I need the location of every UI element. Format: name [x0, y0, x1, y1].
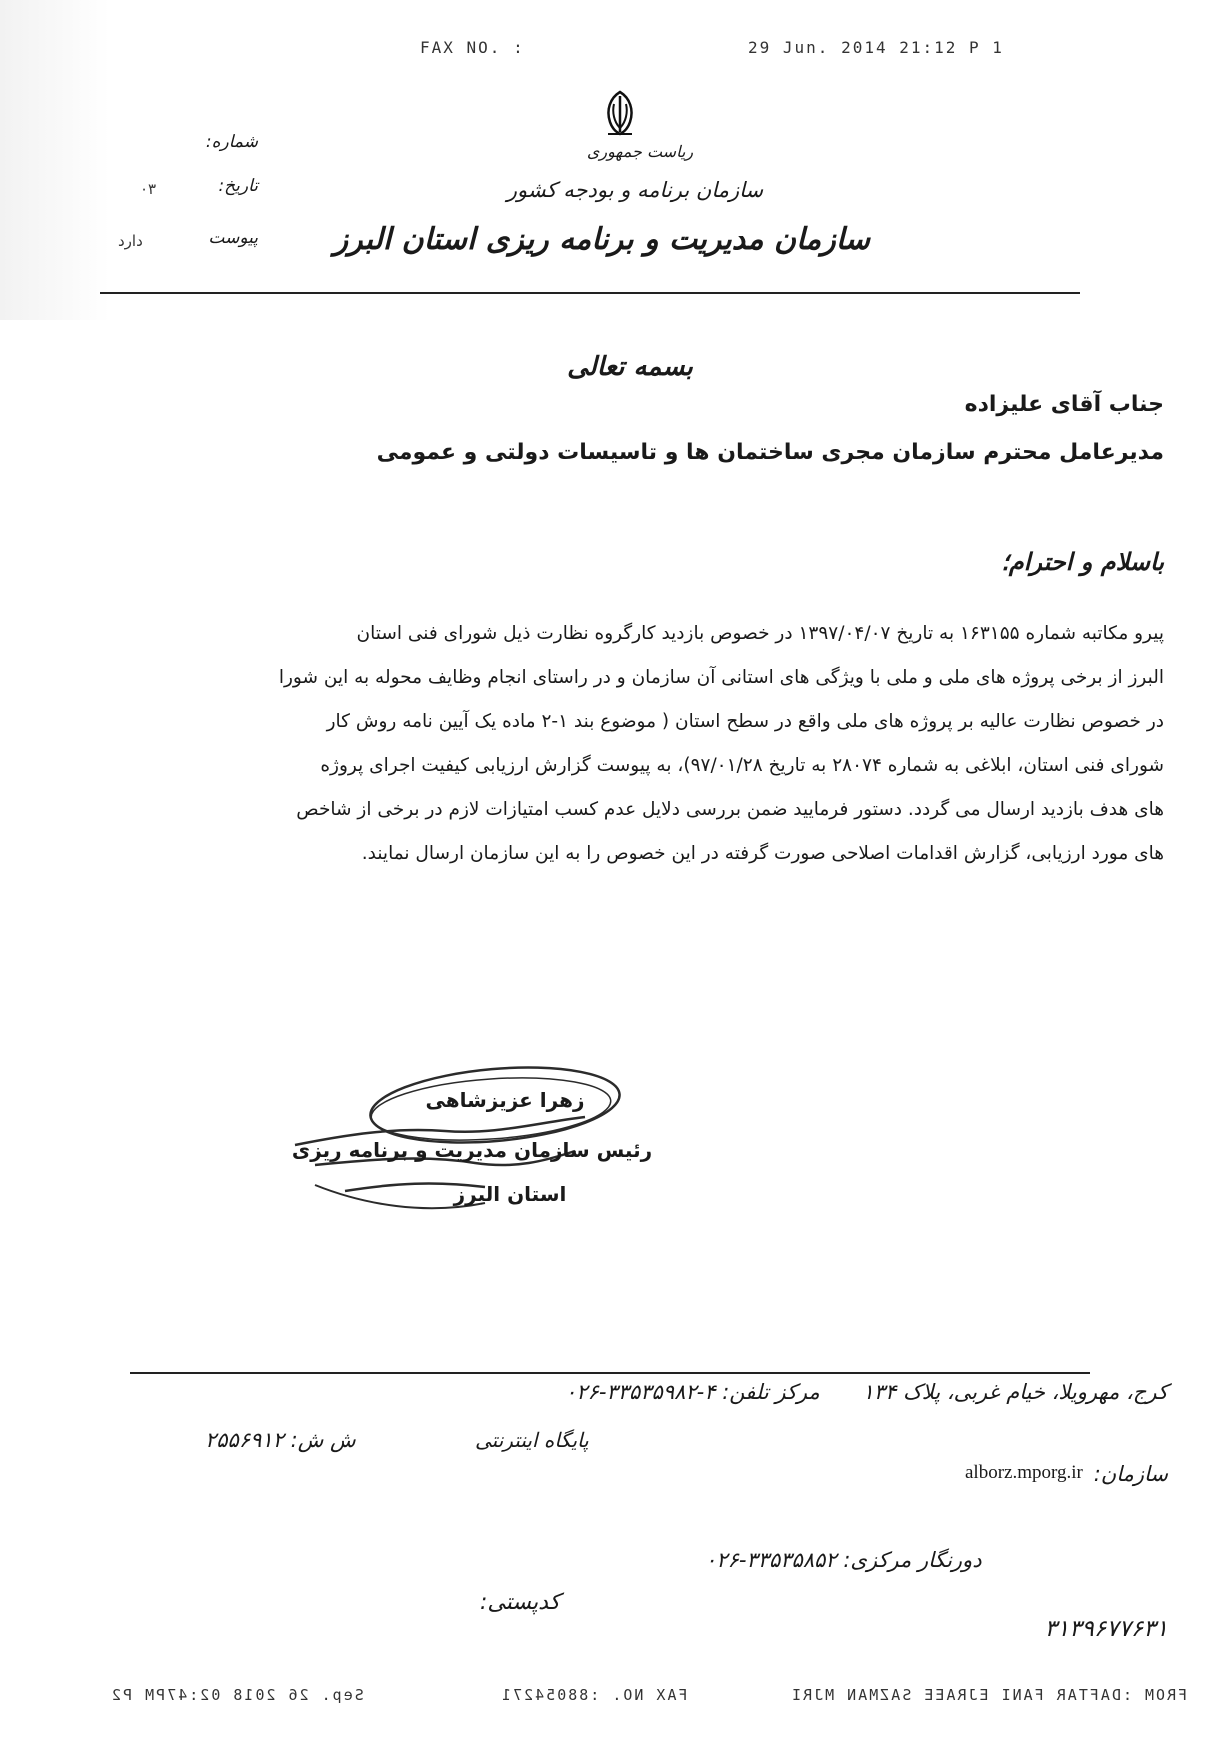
footer-url: alborz.mporg.ir — [965, 1462, 1083, 1483]
body-line: در خصوص نظارت عالیه بر پروژه های ملی واقع در سطح استان ( موضوع بند ۱-۲ ماده یک آیین نامه روش کار — [326, 711, 1164, 732]
signatory-province: استان البرز — [453, 1182, 567, 1206]
footer-phone: مرکز تلفن: ۴-۳۳۵۳۵۹۸۲-۰۲۶ — [565, 1380, 820, 1404]
footer-address: کرج، مهرویلا، خیام غربی، پلاک ۱۳۴ — [862, 1380, 1168, 1404]
salutation: باسلام و احترام؛ — [1001, 548, 1164, 576]
signatory-title: رئیس سازمان مدیریت و برنامه ریزی — [291, 1138, 653, 1162]
letterhead-line-3: سازمان مدیریت و برنامه ریزی استان البرز — [333, 222, 870, 257]
footer-divider — [130, 1372, 1090, 1374]
footer-postal-code: ۳۱۳۹۶۷۷۶۳۱ — [1044, 1616, 1168, 1642]
footer-shsh: ش ش: ۲۵۵۶۹۱۲ — [205, 1428, 356, 1452]
header-divider — [100, 292, 1080, 294]
body-line: البرز از برخی پروژه های ملی و ملی با ویژگی های استانی آن سازمان و در راستای انجام وظایف محوله به این شورا — [278, 667, 1164, 688]
date-label: تاریخ: — [218, 176, 258, 196]
footer-website-label: پایگاه اینترنتی — [475, 1428, 589, 1452]
letterhead-line-1: ریاست جمهوری — [586, 142, 694, 161]
body-line: پیرو مکاتبه شماره ۱۶۳۱۵۵ به تاریخ ۱۳۹۷/۰۴/۰۷ در خصوص بازدید کارگروه نظارت ذیل شورای فنی استان — [356, 623, 1164, 644]
signatory-name: زهرا عزیزشاهی — [425, 1088, 585, 1112]
footer-fax: دورنگار مرکزی: ۳۳۵۳۵۸۵۲-۰۲۶ — [705, 1548, 982, 1572]
body-line: های هدف بازدید ارسال می گردد. دستور فرمایید ضمن بررسی دلایل عدم کسب امتیازات لازم در برخی از شاخص — [296, 799, 1164, 820]
mirror-fax-no: FAX NO. :88054271 — [500, 1686, 688, 1704]
fax-no-label: FAX NO. : — [420, 38, 525, 57]
body-line: شورای فنی استان، ابلاغی به شماره ۲۸۰۷۴ به تاریخ ۹۷/۰۱/۲۸)، به پیوست گزارش ارزیابی کیفیت اجرای پروژه — [320, 755, 1164, 776]
date-value: ۰۳ — [140, 180, 157, 198]
recipient-title: مدیرعامل محترم سازمان مجری ساختمان ها و تاسیسات دولتی و عمومی — [376, 440, 1164, 465]
fax-timestamp: 29 Jun. 2014 21:12 P 1 — [748, 38, 1004, 57]
recipient-name: جناب آقای علیزاده — [964, 392, 1164, 417]
attachment-label: پیوست — [208, 228, 258, 248]
letter-body — [74, 612, 1164, 876]
body-line: های مورد ارزیابی، گزارش اقدامات اصلاحی صورت گرفته در این خصوص را به این سازمان ارسال نمایند. — [361, 843, 1164, 864]
letterhead-line-2: سازمان برنامه و بودجه کشور — [506, 178, 764, 202]
basmala: بسمه تعالی — [567, 352, 693, 382]
mirror-date: Sep. 26 2018 02:47PM P2 — [110, 1686, 364, 1704]
mirror-from: FROM :DAFTAR FANI EJRAEE SAZMAN MJRI — [790, 1686, 1188, 1704]
attachment-value: دارد — [118, 232, 143, 250]
iran-emblem-icon — [594, 88, 646, 140]
number-label: شماره: — [205, 132, 258, 152]
fax-shadow-edge — [0, 0, 110, 320]
mirrored-fax-strip — [110, 1686, 1190, 1716]
footer-org-label: سازمان: — [1093, 1462, 1168, 1486]
footer-postal-label: کدپستی: — [480, 1590, 561, 1615]
